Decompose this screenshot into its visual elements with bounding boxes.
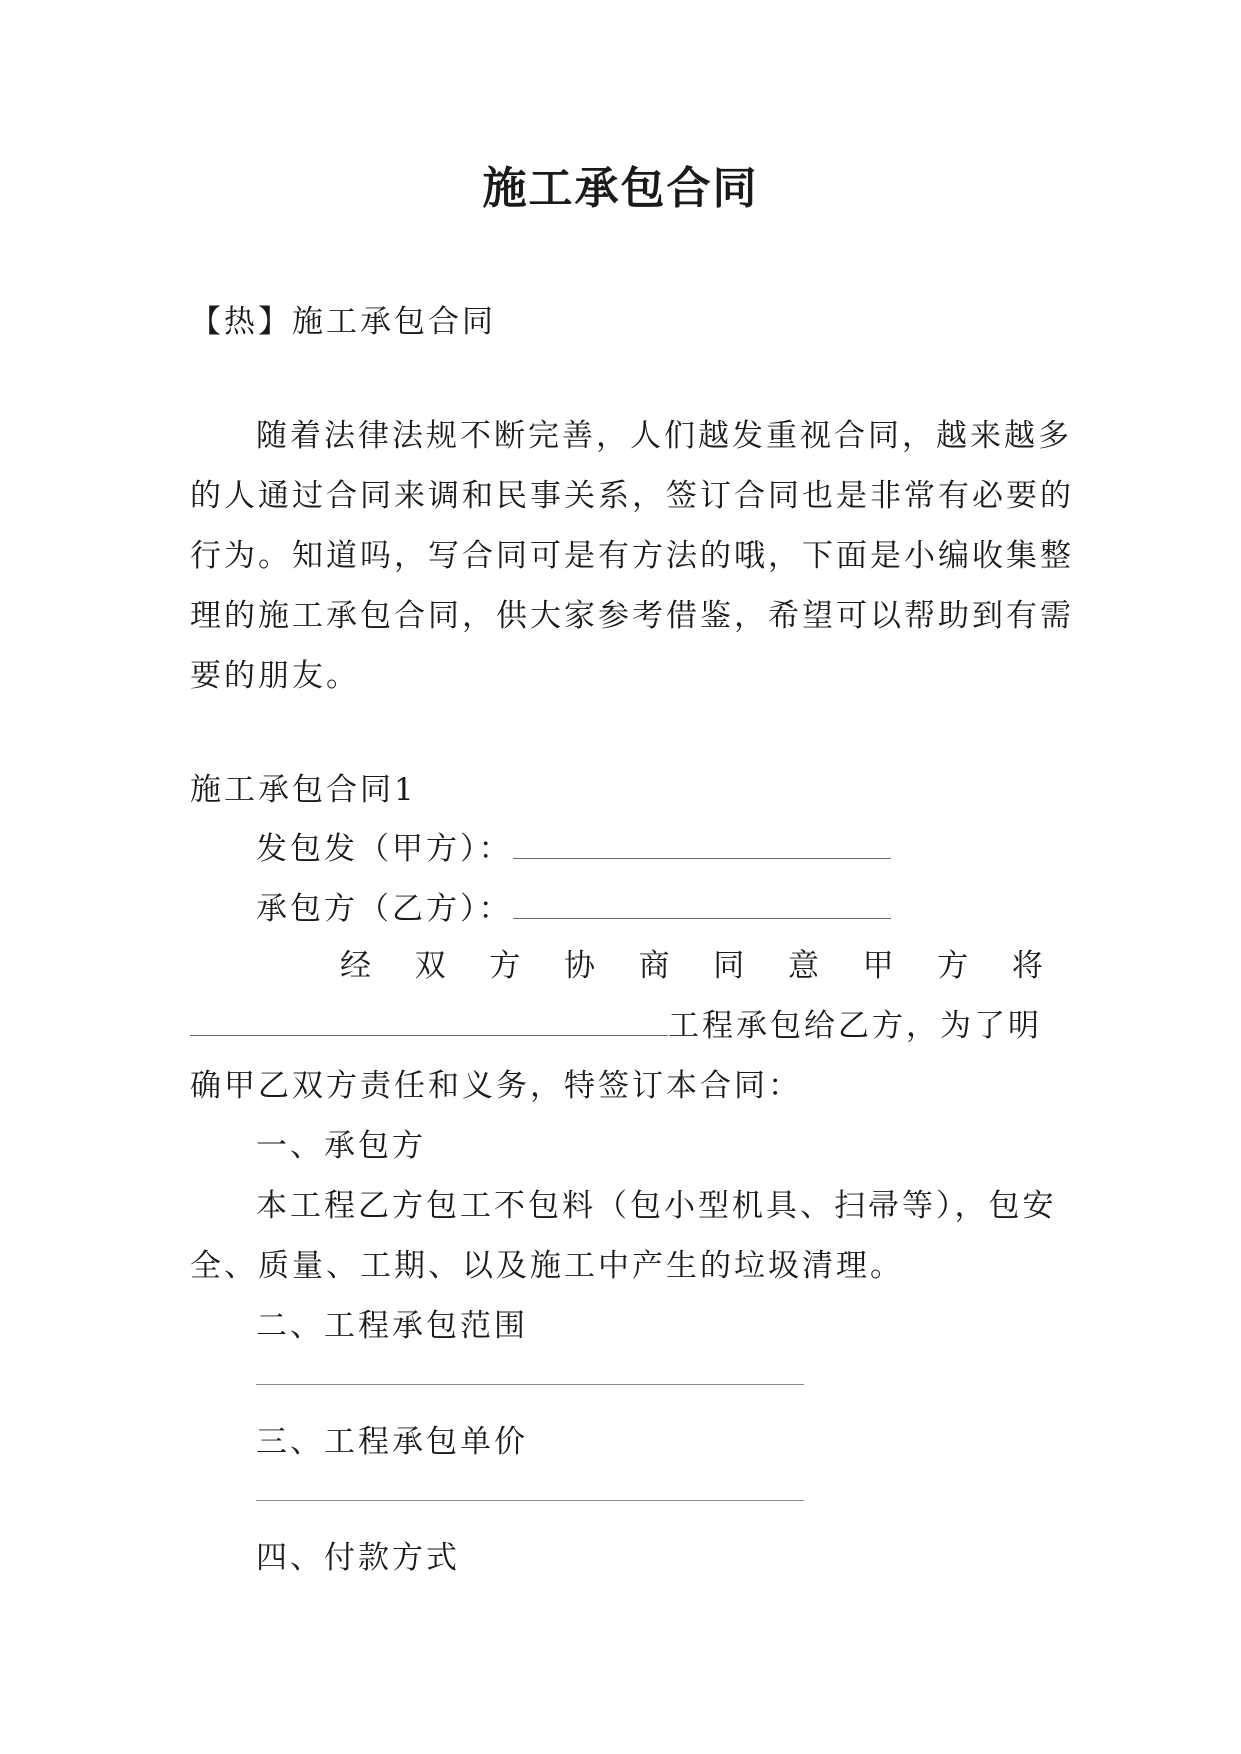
intro-line-5: 要的朋友。: [190, 658, 360, 694]
project-name-blank: [190, 1035, 668, 1036]
contract-heading: 施工承包合同1: [190, 772, 417, 808]
section-3-blank-line: [256, 1500, 804, 1501]
agreement-char: 同: [713, 948, 745, 984]
agreement-char: 甲: [862, 948, 894, 984]
document-title: 施工承包合同: [482, 163, 759, 214]
section-1-heading: 一、承包方: [256, 1128, 426, 1164]
section-3-heading: 三、工程承包单价: [256, 1424, 528, 1460]
agreement-char: 经: [340, 948, 371, 984]
party-a-label: 发包发（甲方）：: [256, 831, 513, 867]
party-a-blank: [513, 858, 891, 859]
party-b-label: 承包方（乙方）：: [256, 891, 513, 927]
agreement-char: 商: [638, 948, 670, 984]
intro-line-2: 的人通过合同来调和民事关系，签订合同也是非常有必要的: [190, 478, 1074, 514]
agreement-tail: 工程承包给乙方，为了明: [668, 1008, 1042, 1044]
agreement-char: 意: [787, 948, 819, 984]
agreement-char: 双: [414, 948, 446, 984]
intro-line-1: 随着法律法规不断完善，人们越发重视合同，越来越多: [256, 418, 1072, 454]
section-2-blank-line: [256, 1384, 804, 1385]
agreement-char: 方: [489, 948, 521, 984]
section-4-heading: 四、付款方式: [256, 1540, 460, 1576]
intro-line-3: 行为。知道吗，写合同可是有方法的哦，下面是小编收集整: [190, 538, 1074, 574]
section-2-heading: 二、工程承包范围: [256, 1308, 528, 1344]
agreement-line-3: 确甲乙双方责任和义务，特签订本合同：: [190, 1068, 802, 1104]
agreement-line-1: [340, 940, 1043, 985]
section-1-body-line-1: 本工程乙方包工不包料（包小型机具、扫帚等），包安: [256, 1188, 1057, 1224]
agreement-line-2: [190, 1000, 1042, 1045]
party-b-row: [256, 883, 891, 928]
agreement-char: 将: [1011, 948, 1043, 984]
section-1-body-line-2: 全、质量、工期、以及施工中产生的垃圾清理。: [190, 1248, 904, 1284]
agreement-char: 协: [563, 948, 595, 984]
agreement-char: 方: [937, 948, 969, 984]
document-subtitle: 【热】施工承包合同: [190, 304, 496, 340]
party-b-blank: [513, 918, 891, 919]
party-a-row: [256, 823, 891, 868]
intro-line-4: 理的施工承包合同，供大家参考借鉴，希望可以帮助到有需: [190, 598, 1074, 634]
